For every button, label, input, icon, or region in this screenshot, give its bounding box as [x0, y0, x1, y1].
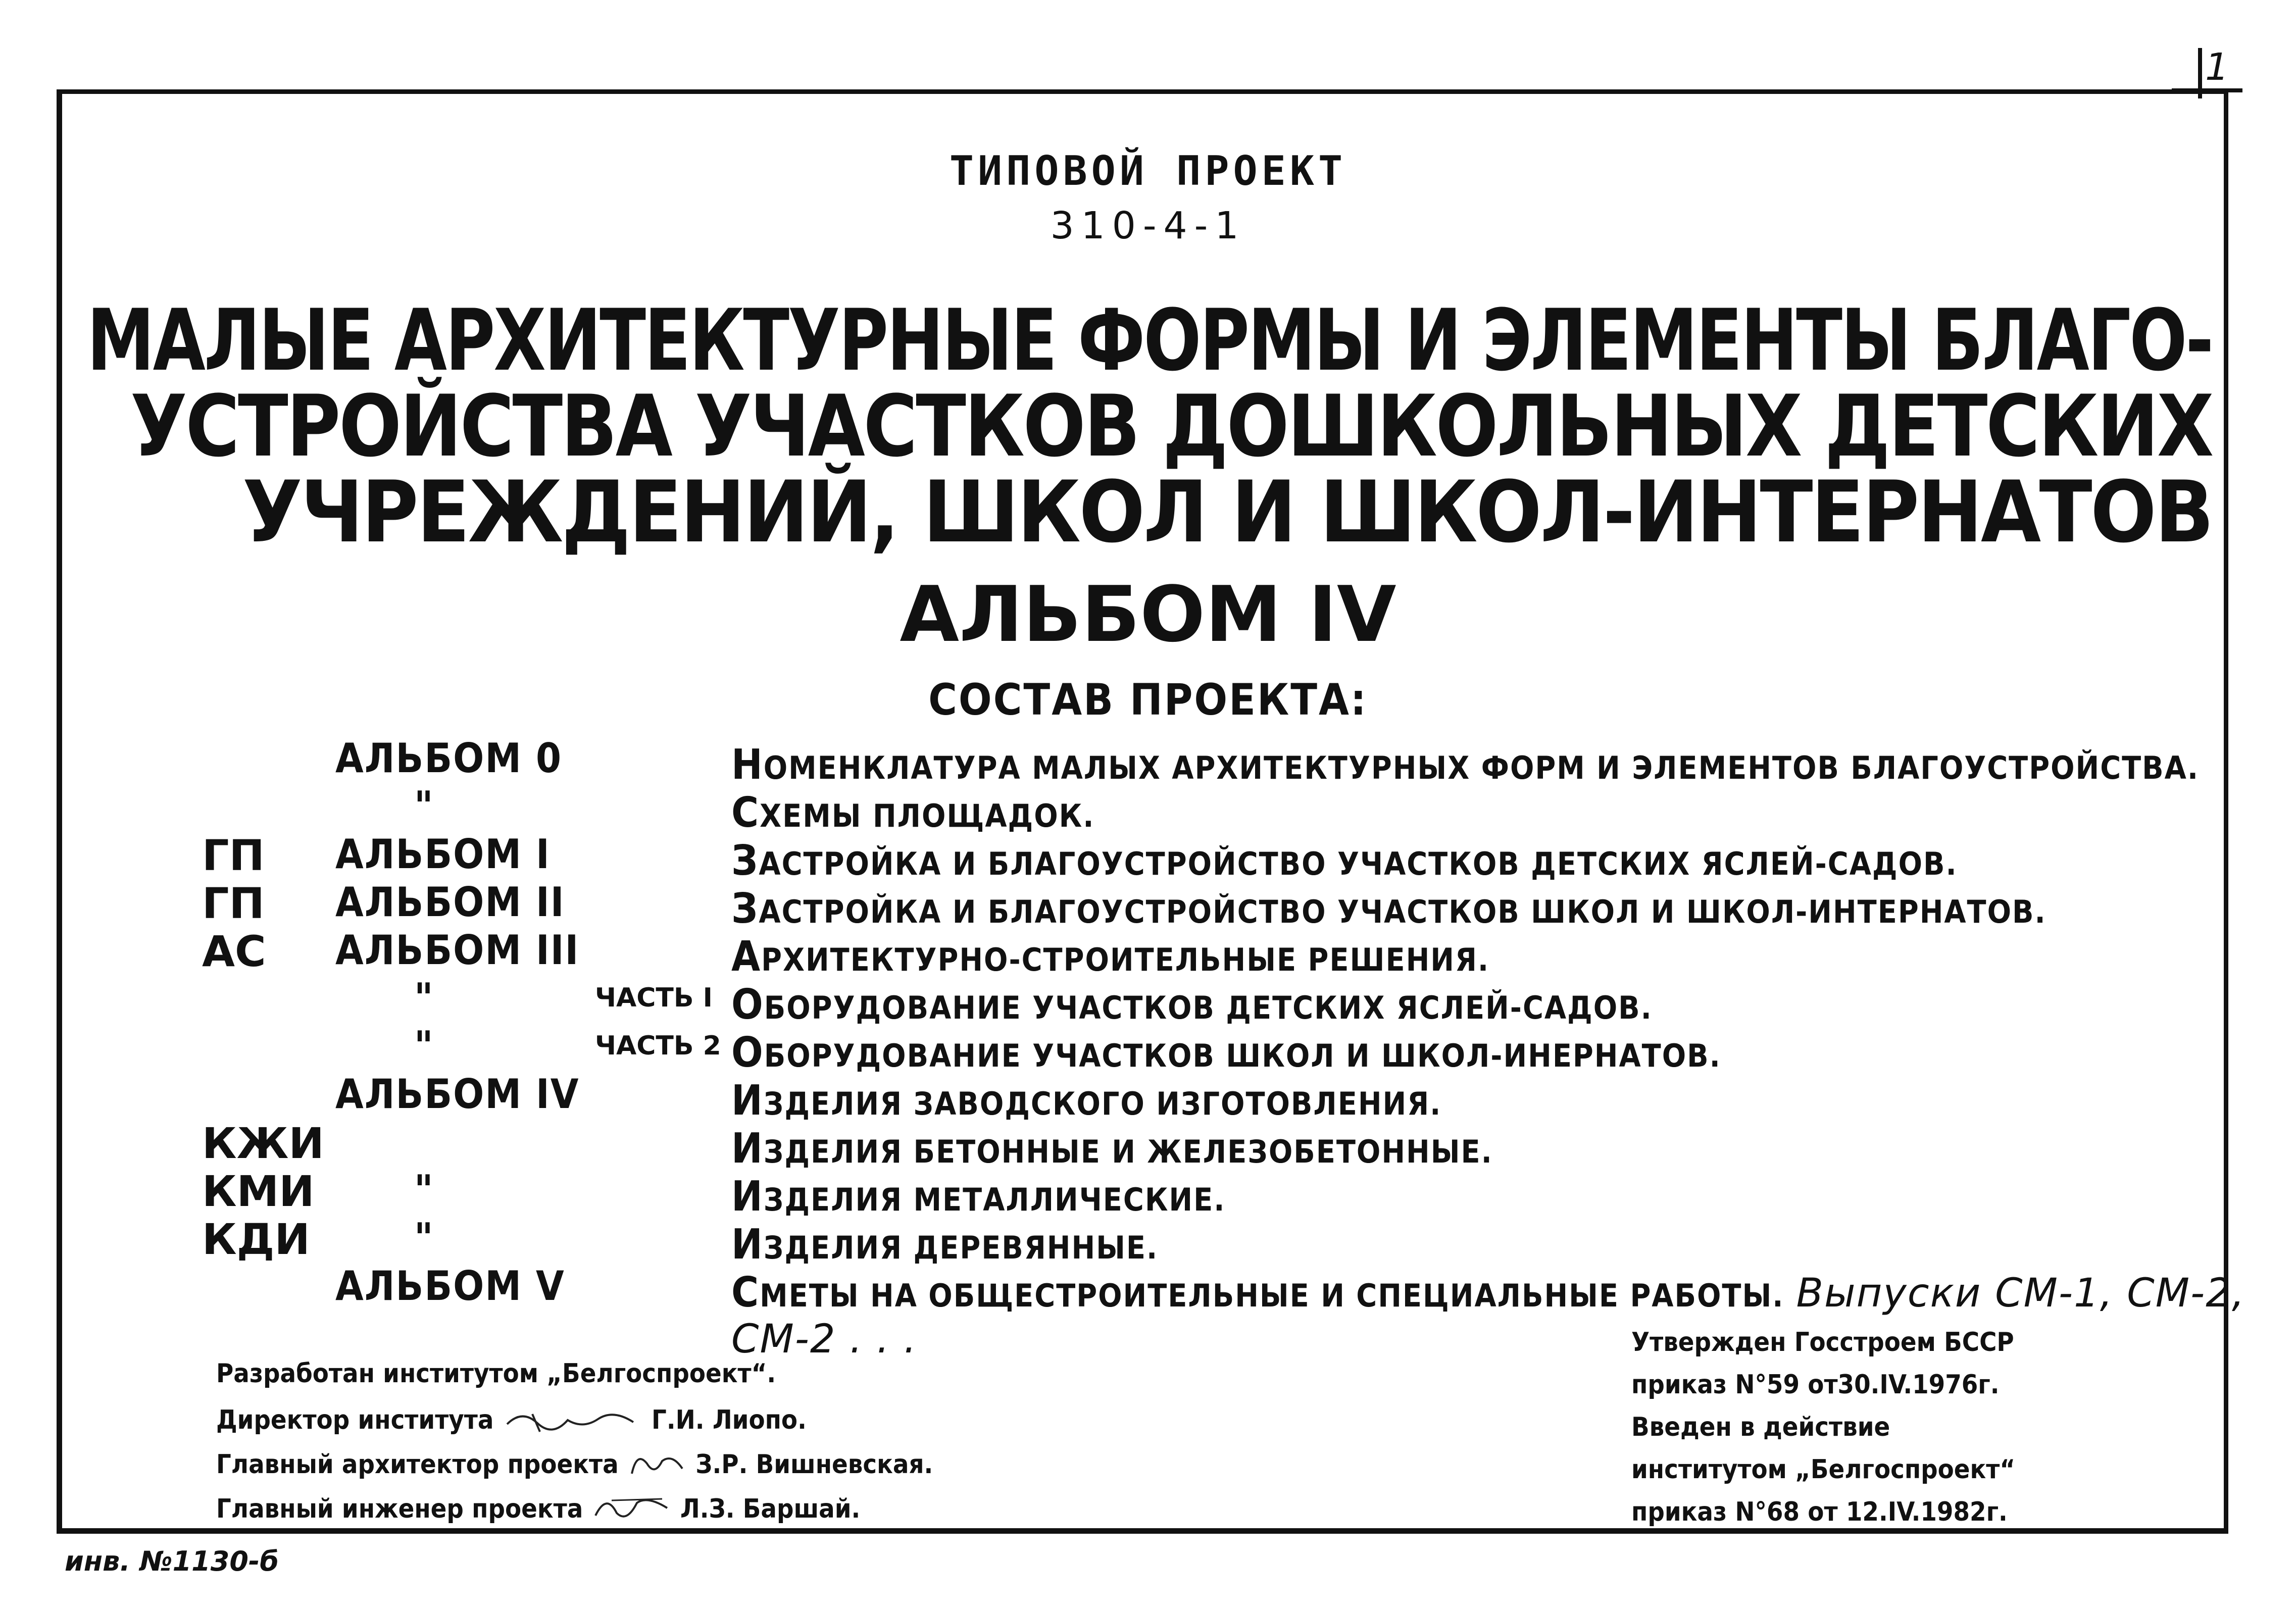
row-description-initial: С	[731, 789, 760, 837]
composition-row	[0, 735, 2296, 789]
row-description-initial: А	[731, 933, 762, 981]
composition-row	[0, 1023, 2296, 1077]
composition-row	[0, 927, 2296, 981]
row-description-text: МЕТЫ НА ОБЩЕСТРОИТЕЛЬНЫЕ И СПЕЦИАЛЬНЫЕ РАБОТЫ.	[760, 1277, 1784, 1314]
row-description	[731, 1077, 1454, 1125]
row-description-text: ХЕМЫ ПЛОЩАДОК.	[760, 797, 1095, 834]
row-description-initial: И	[731, 1173, 764, 1221]
row-album: "	[414, 975, 434, 1022]
row-album: "	[414, 783, 434, 830]
approval-line-4: институтом „Белгоспроект“	[1631, 1454, 2016, 1485]
chief-architect-line	[216, 1448, 933, 1484]
row-description-text: ЗДЕЛИЯ МЕТАЛЛИЧЕСКИЕ.	[763, 1181, 1226, 1218]
row-description-initial: И	[731, 1077, 764, 1125]
row-album: "	[414, 1023, 434, 1070]
row-description	[731, 1173, 1237, 1221]
row-description-text: ЗДЕЛИЯ ДЕРЕВЯННЫЕ.	[763, 1229, 1159, 1266]
sheet-number-divider	[2198, 48, 2202, 98]
row-album: АЛЬБОМ III	[335, 927, 580, 974]
director-label: Директор института	[216, 1405, 494, 1435]
row-description-text: БОРУДОВАНИЕ УЧАСТКОВ ДЕТСКИХ ЯСЛЕЙ-САДОВ.	[764, 989, 1653, 1026]
row-album: АЛЬБОМ V	[335, 1263, 565, 1310]
row-album: АЛЬБОМ II	[335, 879, 565, 926]
row-part: ЧАСТЬ I	[595, 983, 713, 1013]
row-album: "	[414, 1167, 434, 1214]
row-album: "	[414, 1215, 434, 1262]
composition-row	[0, 1071, 2296, 1125]
title-line-3: УЧРЕЖДЕНИЙ, ШКОЛ И ШКОЛ-ИНТЕРНАТОВ	[242, 463, 2212, 562]
developer-line: Разработан институтом „Белгоспроект“.	[216, 1359, 776, 1389]
approval-line-5: приказ N°68 от 12.IV.1982г.	[1631, 1497, 2008, 1527]
composition-row	[0, 783, 2296, 837]
row-description	[731, 1029, 1733, 1077]
row-description	[731, 837, 1970, 885]
row-description-initial: О	[731, 981, 764, 1029]
row-description-text: ОМЕНКЛАТУРА МАЛЫХ АРХИТЕКТУРНЫХ ФОРМ И ЭЛЕМЕНТОВ БЛАГОУСТРОЙСТВА.	[763, 749, 2200, 786]
row-description-text: АСТРОЙКА И БЛАГОУСТРОЙСТВО УЧАСТКОВ ШКОЛ И ШКОЛ-ИНТЕРНАТОВ.	[759, 893, 2047, 930]
row-section-code: АС	[202, 927, 266, 976]
director-signature	[502, 1405, 643, 1435]
frame-corner-extension	[2172, 88, 2242, 92]
project-type-heading: ТИПОВОЙ ПРОЕКТ	[949, 147, 1347, 194]
chief-engineer-name: Л.З. Баршай.	[680, 1494, 861, 1524]
composition-row	[0, 1215, 2296, 1269]
row-description	[731, 1125, 1505, 1173]
chief-engineer-signature	[591, 1494, 672, 1524]
album-title: АЛЬБОМ IV	[900, 570, 1396, 659]
chief-architect-signature	[627, 1449, 687, 1480]
row-description	[731, 1269, 2296, 1362]
row-album: АЛЬБОМ I	[335, 831, 551, 878]
row-album: АЛЬБОМ 0	[335, 735, 563, 782]
row-handwritten-note: Выпуски СМ-1, СМ-2, СМ-2 . . .	[731, 1271, 2245, 1362]
row-description	[731, 789, 1107, 837]
row-description-initial: И	[731, 1221, 764, 1269]
project-code: 310-4-1	[1050, 204, 1246, 247]
composition-row	[0, 831, 2296, 885]
row-description-initial: З	[731, 837, 759, 885]
row-description-initial: О	[731, 1029, 764, 1077]
row-description-initial: С	[731, 1269, 760, 1317]
approval-line-2: приказ N°59 от30.IV.1976г.	[1631, 1370, 2000, 1400]
row-section-code: КМИ	[202, 1167, 315, 1216]
chief-engineer-line	[216, 1493, 860, 1528]
row-description-initial: И	[731, 1125, 764, 1173]
row-album: АЛЬБОМ IV	[335, 1071, 580, 1118]
row-description-initial: Н	[731, 741, 764, 789]
row-description	[731, 981, 1665, 1029]
row-description	[731, 933, 1502, 981]
title-line-1: МАЛЫЕ АРХИТЕКТУРНЫЕ ФОРМЫ И ЭЛЕМЕНТЫ БЛАГО-	[87, 291, 2212, 390]
row-description-initial: З	[731, 885, 759, 933]
approval-line-1: Утвержден Госстроем БССР	[1631, 1327, 2014, 1357]
row-section-code: ГП	[202, 879, 265, 928]
inventory-number: инв. №1130-б	[65, 1545, 279, 1577]
row-section-code: КЖИ	[202, 1119, 324, 1168]
composition-row	[0, 1167, 2296, 1221]
row-section-code: КДИ	[202, 1215, 310, 1264]
director-name: Г.И. Лиопо.	[652, 1405, 807, 1435]
composition-row	[0, 975, 2296, 1029]
sheet-number: 1	[2205, 45, 2229, 89]
composition-heading: СОСТАВ ПРОЕКТА:	[928, 675, 1368, 725]
row-description-text: АСТРОЙКА И БЛАГОУСТРОЙСТВО УЧАСТКОВ ДЕТСКИХ ЯСЛЕЙ-САДОВ.	[759, 845, 1958, 882]
row-description	[731, 741, 2211, 789]
row-description-text: ЗДЕЛИЯ БЕТОННЫЕ И ЖЕЛЕЗОБЕТОННЫЕ.	[763, 1133, 1493, 1170]
row-part: ЧАСТЬ 2	[595, 1031, 721, 1061]
chief-engineer-label: Главный инженер проекта	[216, 1494, 583, 1524]
director-line	[216, 1404, 807, 1439]
row-description-text: РХИТЕКТУРНО-СТРОИТЕЛЬНЫЕ РЕШЕНИЯ.	[761, 941, 1490, 978]
composition-row	[0, 879, 2296, 933]
title-line-2: УСТРОЙСТВА УЧАСТКОВ ДОШКОЛЬНЫХ ДЕТСКИХ	[130, 377, 2212, 476]
row-description	[731, 885, 2059, 933]
row-description-text: БОРУДОВАНИЕ УЧАСТКОВ ШКОЛ И ШКОЛ-ИНЕРНАТОВ.	[764, 1037, 1721, 1074]
chief-architect-label: Главный архитектор проекта	[216, 1449, 619, 1480]
composition-row	[0, 1119, 2296, 1173]
row-description-text: ЗДЕЛИЯ ЗАВОДСКОГО ИЗГОТОВЛЕНИЯ.	[763, 1085, 1442, 1122]
row-section-code: ГП	[202, 831, 265, 880]
row-description	[731, 1221, 1170, 1269]
chief-architect-name: З.Р. Вишневская.	[695, 1449, 933, 1480]
approval-line-3: Введен в действие	[1631, 1412, 1890, 1442]
